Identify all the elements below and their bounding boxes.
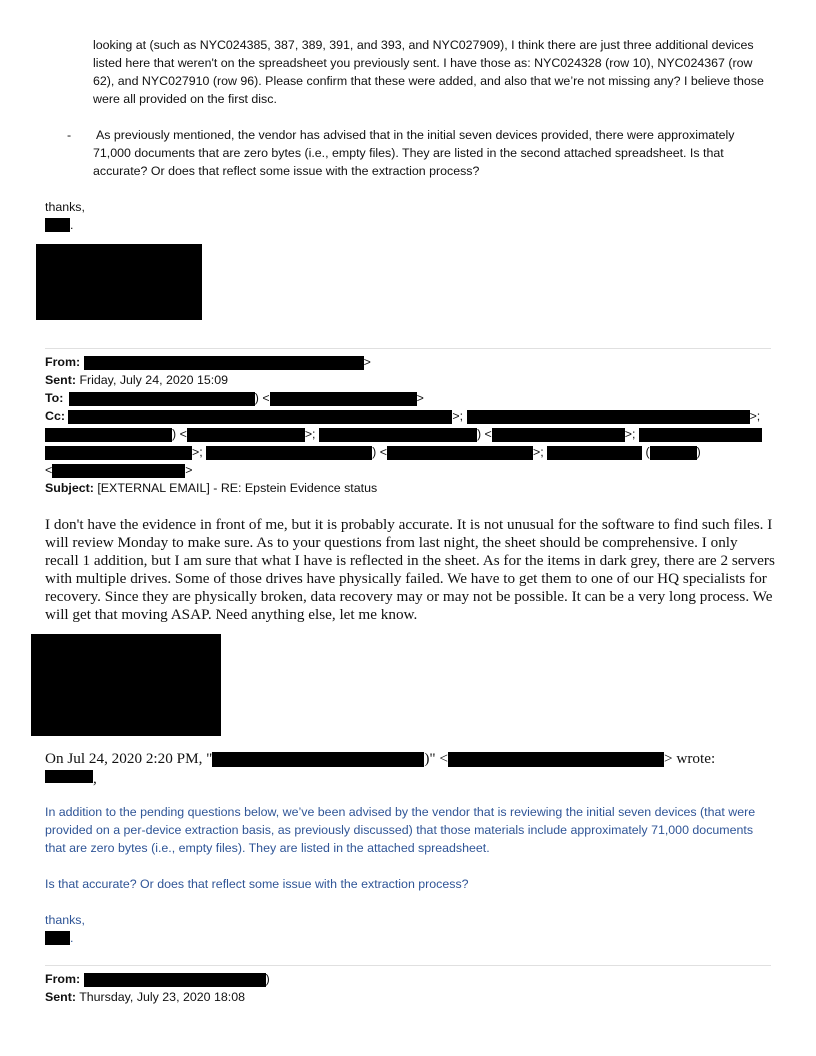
redacted-cc [650,446,697,460]
redacted-signature-name [45,218,70,232]
sent-line [45,371,775,389]
quoted-signoff: thanks, [45,913,85,927]
signature-period: . [70,218,74,232]
greeting-comma: , [93,770,97,787]
subject-value: [EXTERNAL EMAIL] - RE: Epstein Evidence status [97,481,378,495]
email-header [45,970,775,1006]
sent-label: Sent: [45,373,76,387]
redacted-cc [187,428,305,442]
redacted-cc [639,428,762,442]
continued-paragraph: looking at (such as NYC024385, 387, 389, 391, and 393, and NYC027909), I think there are just three additional devices listed here that weren't on the spreadsheet you previously sent. I have those as: NYC024328 (row 10), NYC024367 (row 62), and NYC027910 (row 96). Please confirm that these were added, and also that we’re not missing any? I believe those were all provided on the first disc. [93,38,764,106]
signature-period: . [70,931,74,945]
cc-line: Cc: >; >; [45,409,761,423]
email-header [45,353,775,497]
divider [45,348,771,349]
sent-label: Sent: [45,990,76,1004]
redacted-to-email [270,392,417,406]
redacted-cc [492,428,625,442]
redacted-cc [387,446,533,460]
redacted-to-name [69,392,255,406]
redacted-signature-name [45,931,70,945]
redacted-cc [206,446,372,460]
redacted-signature-block [31,634,221,736]
subject-label: Subject: [45,481,94,495]
from-label: From: [45,972,81,986]
bullet-marker: - [67,128,72,142]
from-line: From: > [45,355,371,369]
sent-value: Friday, July 24, 2020 15:09 [79,373,228,387]
cc-label: Cc: [45,409,65,423]
on-wrote-prefix: On Jul 24, 2020 2:20 PM, " [45,750,213,767]
to-line: To: ) < > [45,391,424,405]
from-line: From: ) [45,972,270,986]
quoted-question: Is that accurate? Or does that reflect some issue with the extraction process? [45,877,469,891]
cc-line-4: < > [45,463,193,477]
quoted-paragraph: In addition to the pending questions below, we’ve been advised by the vendor that is reviewing the initial seven devices (that were provided on a per-device extraction basis, as previously discussed) that those materials include approximately 71,000 documents that are zero bytes (i.e., empty files). They are listed in the attached spreadsheet. [45,805,756,855]
cc-line-2: ) < >; ) < >; [45,425,775,443]
to-label: To: [45,391,64,405]
redacted-cc [467,410,750,424]
redacted-signature-block [36,244,202,320]
from-label: From: [45,355,81,369]
signoff: thanks, [45,200,85,214]
on-wrote-suffix: > wrote: [664,750,716,767]
redacted-from [84,356,364,370]
redacted-greeting-name [45,770,93,783]
divider [45,965,771,966]
on-wrote-mid: )" < [424,750,448,767]
redacted-cc [547,446,642,460]
redacted-cc [319,428,477,442]
redacted-cc [45,446,192,460]
redacted-sender-email [448,752,664,767]
redacted-cc [52,464,185,478]
redacted-cc [45,428,172,442]
cc-line-3: >; ) < >; ( ) [45,443,775,461]
redacted-sender-name [212,752,424,767]
redacted-from [84,973,266,987]
reply-body: I don't have the evidence in front of me, but it is probably accurate. It is not unusual for the software to find such files. I will review Monday to make sure. As to your questions from last night, the sheet should be comprehensive. I only recall 1 addition, but I am sure that what I have is reflected in the sheet. As for the items in dark grey, there are 2 servers with multiple drives. Some of those drives have physically failed. We have to get them to one of our HQ specialists for recovery. Since they are physically broken, data recovery may or may not be possible. It can be a very long process. We will get that moving ASAP. Need anything else, let me know. [45,516,775,623]
on-wrote-line [45,750,785,768]
redacted-cc [68,410,452,424]
sent-value: Thursday, July 23, 2020 18:08 [79,990,245,1004]
sent-line [45,988,775,1006]
bullet-text: As previously mentioned, the vendor has advised that in the initial seven devices provided, there were approximately 71,000 documents that are zero bytes (i.e., empty files). They are listed in the second attached spreadsheet. Is that accurate? Or does that reflect some issue with the extraction process? [93,128,735,178]
subject-line [45,479,775,497]
